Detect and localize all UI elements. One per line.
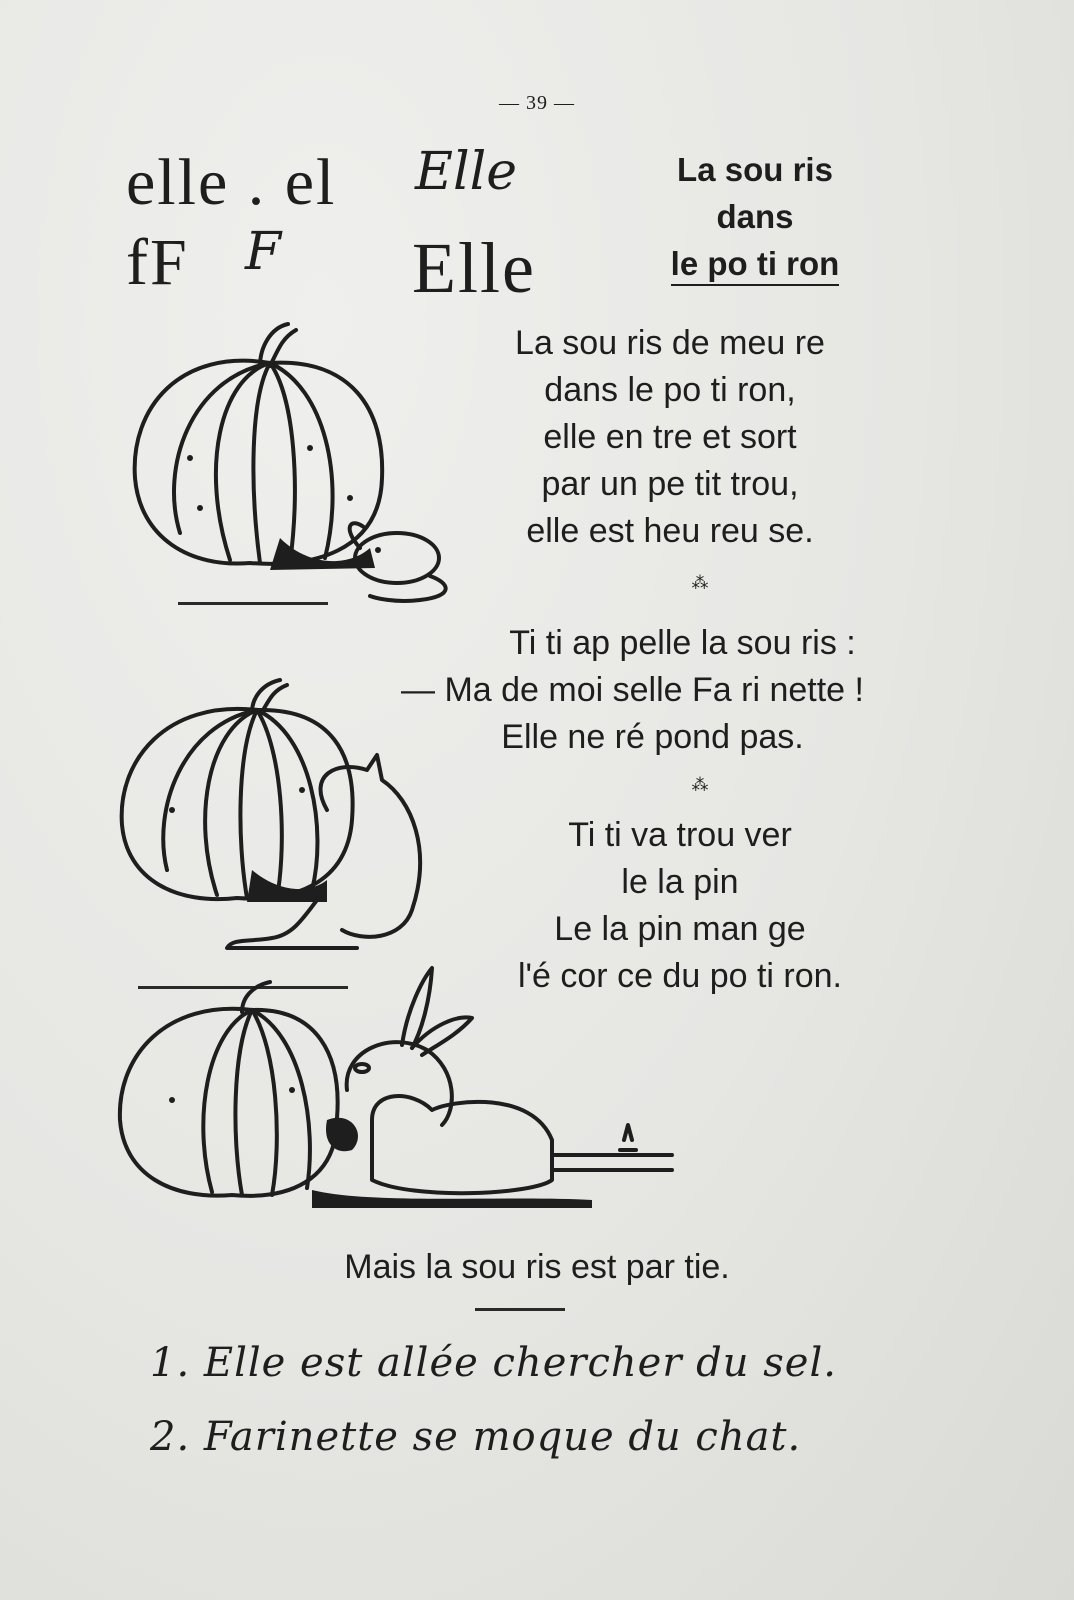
verse-line: Elle ne ré pond pas. bbox=[501, 718, 804, 756]
letter-print-lower: elle . el bbox=[126, 146, 337, 219]
letter-print-upper: fF bbox=[126, 226, 189, 299]
exercise-line-1: 1. Elle est allée chercher du sel. bbox=[150, 1340, 837, 1386]
lesson-title bbox=[590, 146, 920, 287]
exercise-line-2: 2. Farinette se moque du chat. bbox=[150, 1414, 802, 1460]
letter-print-word: Elle bbox=[412, 228, 536, 308]
letter-script-lower: Elle bbox=[415, 142, 517, 202]
stanza-1 bbox=[460, 320, 880, 555]
verse-line: La sou ris de meu re bbox=[515, 324, 825, 362]
stars-separator: ⁂ bbox=[691, 775, 709, 794]
stars-separator: ⁂ bbox=[691, 573, 709, 592]
verse-line: — Ma de moi selle Fa ri nette ! bbox=[401, 671, 864, 709]
title-line-1: La sou ris bbox=[677, 151, 833, 188]
page-number: — 39 — bbox=[499, 92, 575, 114]
verse-line: Le la pin man ge bbox=[554, 910, 806, 948]
verse-line: Ti ti va trou ver bbox=[568, 816, 792, 854]
pumpkin-cat-icon bbox=[112, 680, 442, 980]
verse-line: le la pin bbox=[621, 863, 739, 901]
verse-line: elle en tre et sort bbox=[543, 418, 797, 456]
final-line: Mais la sou ris est par tie. bbox=[344, 1248, 730, 1286]
verse-line: dans le po ti ron, bbox=[544, 371, 796, 409]
verse-line: par un pe tit trou, bbox=[541, 465, 799, 503]
verse-line: l'é cor ce du po ti ron. bbox=[518, 957, 842, 995]
pumpkin-rabbit-cat-icon bbox=[112, 960, 692, 1220]
verse-line: Ti ti ap pelle la sou ris : bbox=[509, 624, 856, 662]
divider-rule bbox=[475, 1308, 565, 1311]
verse-line: elle est heu reu se. bbox=[526, 512, 814, 550]
pumpkin-mouse-icon bbox=[120, 318, 460, 618]
letter-script-upper: F bbox=[245, 222, 282, 282]
title-line-3: le po ti ron bbox=[671, 245, 840, 286]
title-line-2: dans bbox=[716, 198, 794, 235]
